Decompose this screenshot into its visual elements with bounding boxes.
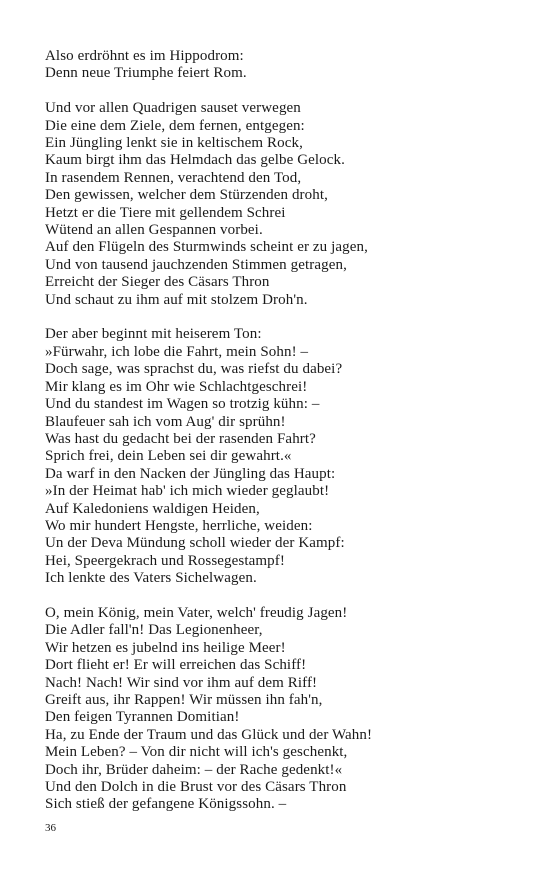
poem-line: Un der Deva Mündung scholl wieder der Kampf: [45, 535, 345, 552]
poem-body [45, 48, 515, 831]
poem-line: Ich lenkte des Vaters Sichelwagen. [45, 570, 257, 587]
poem-line: Die Adler fall'n! Das Legionenheer, [45, 622, 263, 639]
poem-line: Greift aus, ihr Rappen! Wir müssen ihn fah'n, [45, 691, 323, 708]
poem-line: Doch sage, was sprachst du, was riefst du dabei? [45, 361, 343, 378]
page-number: 36 [45, 822, 56, 834]
stanza-3 [45, 326, 515, 587]
poem-line: »Fürwahr, ich lobe die Fahrt, mein Sohn! – [45, 343, 309, 360]
poem-line: Der aber beginnt mit heiserem Ton: [45, 326, 262, 343]
poem-line: Nach! Nach! Wir sind vor ihm auf dem Riff! [45, 674, 318, 691]
poem-line: Also erdröhnt es im Hippodrom: [45, 48, 244, 64]
poem-line: O, mein König, mein Vater, welch' freudig Jagen! [45, 604, 348, 621]
poem-line: Doch ihr, Brüder daheim: – der Rache gedenkt!« [45, 761, 343, 778]
poem-line: Sich stieß der gefangene Königssohn. – [45, 796, 287, 813]
poem-line: Denn neue Triumphe feiert Rom. [45, 65, 247, 82]
poem-line: Ha, zu Ende der Traum und das Glück und der Wahn! [45, 726, 373, 743]
poem-line: Sprich frei, dein Leben sei dir gewahrt.« [45, 448, 292, 465]
poem-line: Den gewissen, welcher dem Stürzenden droht, [45, 187, 328, 204]
poem-line: Die eine dem Ziele, dem fernen, entgegen: [45, 117, 305, 134]
poem-line: In rasendem Rennen, verachtend den Tod, [45, 169, 302, 186]
poem-line: Und vor allen Quadrigen sauset verwegen [45, 100, 301, 117]
poem-line: Erreicht der Sieger des Cäsars Thron [45, 274, 270, 291]
poem-line: Auf den Flügeln des Sturmwinds scheint er zu jagen, [45, 239, 368, 256]
poem-line: Kaum birgt ihm das Helmdach das gelbe Gelock. [45, 152, 345, 169]
poem-line: Und von tausend jauchzenden Stimmen getragen, [45, 256, 347, 273]
poem-line: Wo mir hundert Hengste, herrliche, weiden: [45, 517, 313, 534]
poem-line: Auf Kaledoniens waldigen Heiden, [45, 500, 260, 517]
poem-line: Und du standest im Wagen so trotzig kühn: – [45, 396, 320, 413]
poem-line: Da warf in den Nacken der Jüngling das Haupt: [45, 465, 336, 482]
poem-line: Mein Leben? – Von dir nicht will ich's geschenkt, [45, 744, 348, 761]
poem-line: Hetzt er die Tiere mit gellendem Schrei [45, 204, 286, 221]
poem-line: Ein Jüngling lenkt sie in keltischem Rock, [45, 135, 303, 152]
stanza-4 [45, 605, 515, 814]
poem-line: Wir hetzen es jubelnd ins heilige Meer! [45, 639, 286, 656]
poem-line: »In der Heimat hab' ich mich wieder geglaubt! [45, 483, 330, 500]
poem-line: Und den Dolch in die Brust vor des Cäsars Thron [45, 779, 347, 796]
poem-line: Den feigen Tyrannen Domitian! [45, 709, 240, 726]
poem-line: Wütend an allen Gespannen vorbei. [45, 222, 263, 239]
stanza-2 [45, 100, 515, 309]
poem-line: Und schaut zu ihm auf mit stolzem Droh'n. [45, 291, 308, 308]
poem-line: Dort flieht er! Er will erreichen das Schiff! [45, 657, 307, 674]
poem-line: Was hast du gedacht bei der rasenden Fahrt? [45, 430, 316, 447]
poem-line: Blaufeuer sah ich vom Aug' dir sprühn! [45, 413, 286, 430]
stanza-1 [45, 48, 515, 83]
poem-line: Mir klang es im Ohr wie Schlachtgeschrei! [45, 378, 308, 395]
poem-line: Hei, Speergekrach und Rossegestampf! [45, 552, 285, 569]
